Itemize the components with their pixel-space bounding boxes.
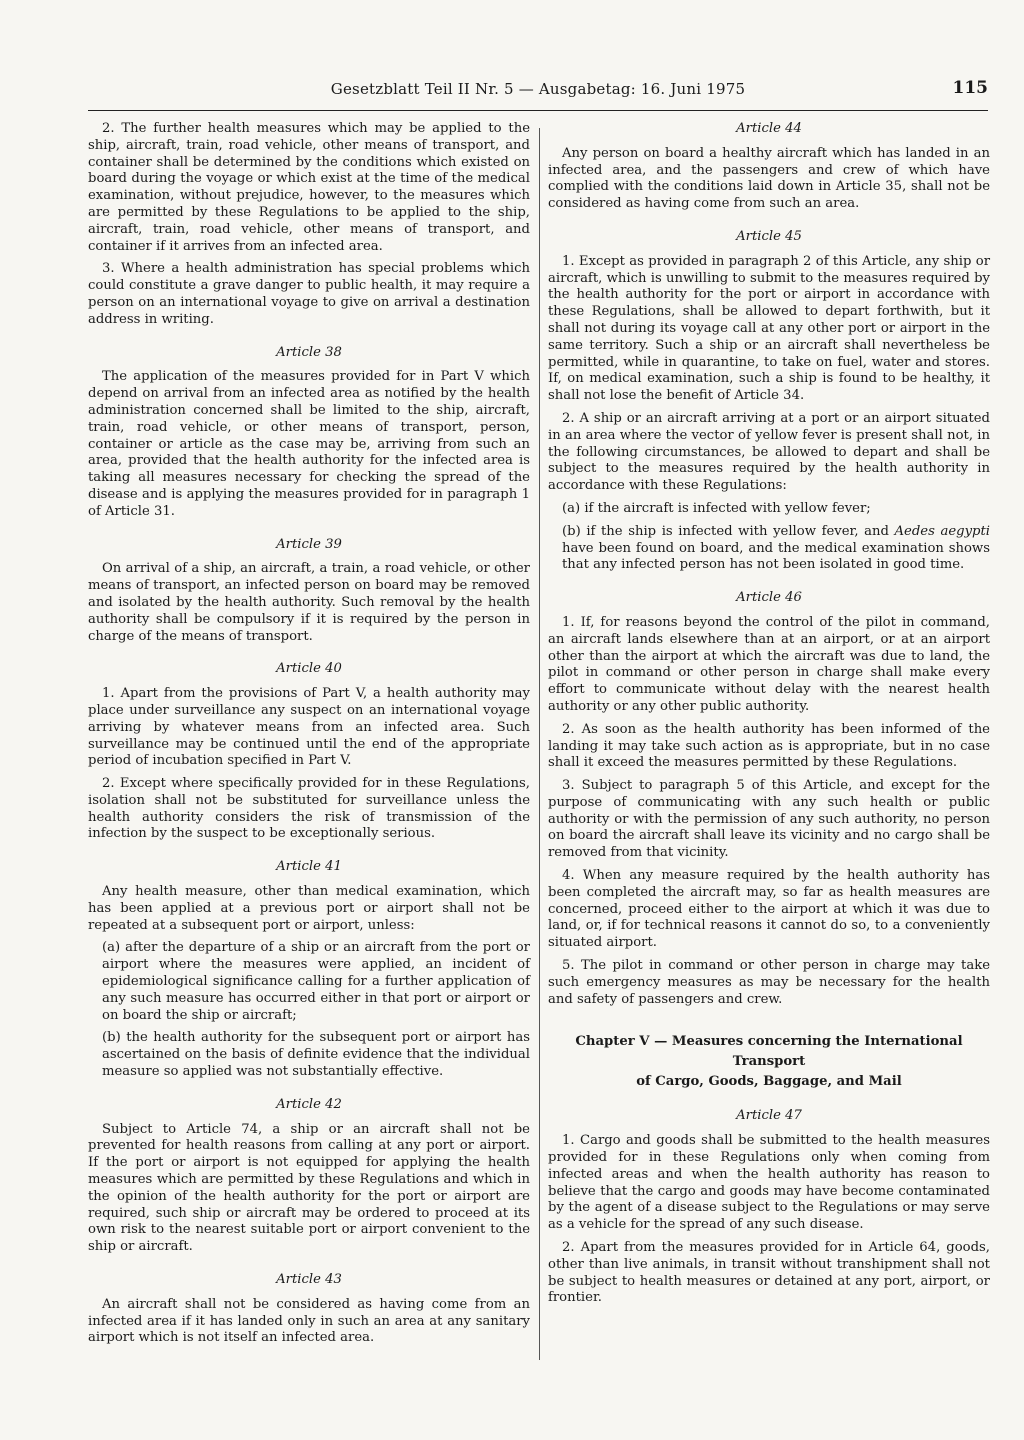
column-divider <box>539 128 540 1360</box>
paragraph: 5. The pilot in command or other person in charge may take such emergency measures as may be necessary for the health and safety of passengers and crew. <box>548 958 990 1007</box>
paragraph: On arrival of a ship, an aircraft, a train, a road vehicle, or other means of transport, an infected person on board may be removed and isolated by the health authority. Such removal by the health authority shall be compulsory if it is required by the person in charge of the means of transport. <box>88 561 530 644</box>
left-column <box>88 121 530 1353</box>
paragraph: 2. A ship or an aircraft arriving at a port or an airport situated in an area where the vector of yellow fever is present shall not, in the following circumstances, be allowed to depart and shall be subject to the measures required by the health authority in accordance with these Regulations: <box>548 410 990 494</box>
right-column <box>548 121 990 1313</box>
list-item: (a) after the departure of a ship or an aircraft from the port or airport where the measures were applied, an incident of epidemiological significance calling for a further application of any such measure has occurred either in that port or airport or on board the ship or aircraft; <box>102 940 530 1023</box>
paragraph: Subject to Article 74, a ship or an aircraft shall not be prevented for health reasons from calling at any port or airport. If the port or airport is not equipped for applying the health measures which are permitted by these Regulations and which in the opinion of the health authority for the port or airport are required, such ship or aircraft may be ordered to proceed at its own risk to the nearest suitable port or airport convenient to the ship or aircraft. <box>88 1121 530 1255</box>
paragraph: Any health measure, other than medical examination, which has been applied at a previous port or airport shall not be repeated at a subsequent port or airport, unless: <box>88 884 530 933</box>
article-45-heading: Article 45 <box>736 228 802 244</box>
article-44-heading: Article 44 <box>736 121 802 136</box>
paragraph: 2. As soon as the health authority has been informed of the landing it may take such action as is appropriate, but in no case shall it exceed the measures permitted by these Regulations. <box>548 721 990 771</box>
paragraph: 2. Apart from the measures provided for in Article 64, goods, other than live animals, in transit without transhipment shall not be subject to health measures or detained at any port, airport, or frontier. <box>548 1240 990 1306</box>
paragraph: 3. Where a health administration has special problems which could constitute a grave danger to public health, it may require a person on an international voyage to give on arrival a destination address in writing. <box>88 261 530 327</box>
article-39-heading: Article 39 <box>276 536 342 552</box>
paragraph: 1. Cargo and goods shall be submitted to the health measures provided for in these Regulations only when coming from infected areas and when the health authority has reason to believe that the cargo and goods may have become contaminated by the agent of a disease subject to the Regulations or may serve as a vehicle for the spread of any such disease. <box>548 1133 990 1233</box>
list-item-text: have been found on board, and the medical examination shows that any infected person has not been isolated in good time. <box>562 540 990 573</box>
article-41-heading: Article 41 <box>276 859 342 875</box>
species-name: Aedes aegypti <box>894 523 990 539</box>
paragraph: Any person on board a healthy aircraft which has landed in an infected area, and the passengers and crew of which have complied with the conditions laid down in Article 35, shall not be considered as having come from such an area. <box>548 145 990 212</box>
article-46-heading: Article 46 <box>736 590 802 606</box>
paragraph: 4. When any measure required by the health authority has been completed the aircraft may, so far as health measures are concerned, proceed either to the airport at which it was due to land, or, if for technical reasons it cannot do so, to a conveniently situated airport. <box>548 868 990 951</box>
paragraph: An aircraft shall not be considered as having come from an infected area if it has landed only in such an area at any sanitary airport which is not itself an infected area. <box>88 1296 530 1346</box>
paragraph: 2. The further health measures which may be applied to the ship, aircraft, train, road vehicle, other means of transport, and container shall be determined by the conditions which existed on board during the voyage or which exist at the time of the medical examination, without prejudice, however, to the measures which are permitted by these Regulations to be applied to the ship, aircraft, train, road vehicle, other means of transport, and container if it arrives from an infected area. <box>88 121 530 254</box>
paragraph: 1. Apart from the provisions of Part V, a health authority may place under surveillance any suspect on an international voyage arriving by whatever means from an infected area. Such surveillance may be continued until the end of the appropriate period of incubation specified in Part V. <box>88 686 530 769</box>
page-number: 115 <box>952 78 988 98</box>
article-43-heading: Article 43 <box>276 1272 342 1288</box>
page-header <box>88 74 988 111</box>
chapter-heading-line: Chapter V — Measures concerning the International Transport <box>575 1034 963 1070</box>
paragraph: 1. Except as provided in paragraph 2 of this Article, any ship or aircraft, which is unwilling to submit to the measures required by the health authority for the port or airport in accordance with these Regulations, shall be allowed to depart forthwith, but it shall not during its voyage call at any other port or airport in the same territory. Such a ship or an aircraft shall nevertheless be permitted, while in quarantine, to take on fuel, water and stores. If, on medical examination, such a ship is found to be healthy, it shall not lose the benefit of Article 34. <box>548 253 990 404</box>
chapter-heading-line: of Cargo, Goods, Baggage, and Mail <box>636 1074 902 1090</box>
paragraph: 1. If, for reasons beyond the control of the pilot in command, an aircraft lands elsewhere than at an airport, or at an airport other than the airport at which the aircraft was due to land, the pilot in command or other person in charge shall make every effort to communicate without delay with the nearest health authority or any other public authority. <box>548 614 990 714</box>
article-40-heading: Article 40 <box>276 661 342 677</box>
paragraph: 2. Except where specifically provided for in these Regulations, isolation shall not be substituted for surveillance unless the health authority considers the risk of transmission of the infection by the suspect to be exceptionally serious. <box>88 776 530 842</box>
article-42-heading: Article 42 <box>276 1096 342 1112</box>
list-item-text: (b) if the ship is infected with yellow fever, and <box>562 523 895 539</box>
paragraph: 3. Subject to paragraph 5 of this Article, and except for the purpose of communicating with any such health or public authority or with the permission of any such authority, no person on board the aircraft shall leave its vicinity and no cargo shall be removed from that vicinity. <box>548 778 990 861</box>
article-47-heading: Article 47 <box>736 1108 802 1124</box>
list-item: (a) if the aircraft is infected with yellow fever; <box>562 500 871 516</box>
article-38-heading: Article 38 <box>276 344 342 360</box>
chapter-heading <box>548 1032 990 1092</box>
paragraph: The application of the measures provided for in Part V which depend on arrival from an infected area as notified by the health administration concerned shall be limited to the ship, aircraft, train, road vehicle, or other means of transport, person, container or article as the case may be, arriving from such an area, provided that the health authority for the infected area is taking all measures necessary for checking the spread of the disease and is applying the measures provided for in paragraph 1 of Article 31. <box>88 369 530 519</box>
list-item <box>548 524 990 574</box>
header-title: Gesetzblatt Teil II Nr. 5 — Ausgabetag: 16. Juni 1975 <box>330 80 746 98</box>
list-item: (b) the health authority for the subsequent port or airport has ascertained on the basis of definite evidence that the individual measure so applied was not substantially effective. <box>102 1030 530 1080</box>
